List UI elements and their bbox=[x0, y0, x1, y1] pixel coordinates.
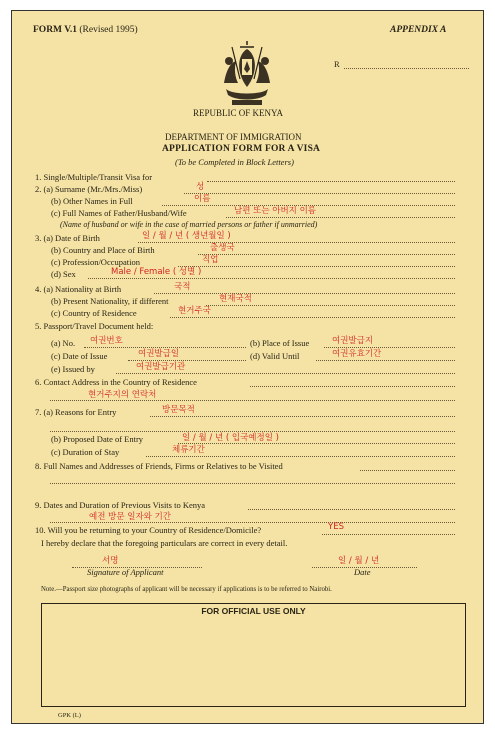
issued-by-annotation: 여권발급기관 bbox=[136, 362, 186, 372]
field-2c-label: (c) Full Names of Father/Husband/Wife bbox=[51, 208, 187, 218]
field-3a-line[interactable] bbox=[138, 242, 455, 243]
form-title: APPLICATION FORM FOR A VISA bbox=[162, 144, 321, 154]
field-3a-label: 3. (a) Date of Birth bbox=[35, 233, 100, 243]
field-4a-label: 4. (a) Nationality at Birth bbox=[35, 284, 122, 294]
entry-date-annotation: 일 / 월 / 년 ( 입국예정일 ) bbox=[182, 433, 279, 443]
declaration-text: I hereby declare that the foregoing particulars are correct in every detail. bbox=[41, 538, 288, 548]
field-3b-line[interactable] bbox=[198, 254, 455, 255]
field-3d-line[interactable] bbox=[88, 278, 455, 279]
field-5e-label: (e) Issued by bbox=[51, 364, 95, 374]
field-3d-label: (d) Sex bbox=[51, 269, 76, 279]
valid-until-annotation: 여권유효기간 bbox=[332, 349, 382, 359]
father-husband-annotation: 남편 또는 아버지 이름 bbox=[234, 206, 317, 216]
field-8-label: 8. Full Names and Addresses of Friends, Firms or Relatives to be Visited bbox=[35, 461, 283, 471]
field-3b-label: (b) Country and Place of Birth bbox=[51, 245, 155, 255]
previous-visits-annotation: 예전 방문 일자와 기간 bbox=[89, 512, 172, 522]
date-annotation: 일 / 월 / 년 bbox=[338, 556, 380, 566]
field-7a-line-1[interactable] bbox=[150, 416, 455, 417]
field-1-label: 1. Single/Multiple/Transit Visa for bbox=[35, 172, 153, 182]
field-5c-label: (c) Date of Issue bbox=[51, 351, 108, 361]
residence-annotation: 현거주국 bbox=[178, 306, 211, 316]
printer-code: GPK (L) bbox=[58, 712, 81, 719]
field-3c-line[interactable] bbox=[178, 266, 455, 267]
date-label: Date bbox=[354, 567, 371, 577]
nationality-birth-annotation: 국적 bbox=[174, 282, 191, 292]
photo-note: Note.—Passport size photographs of applicant will be necessary if applications is to be referred to Nairobi. bbox=[41, 586, 332, 593]
field-5a-label: (a) No. bbox=[51, 338, 76, 348]
department-title: DEPARTMENT OF IMMIGRATION bbox=[165, 132, 302, 142]
form-id: FORM V.1 (Revised 1995) bbox=[33, 25, 138, 35]
field-5-label: 5. Passport/Travel Document held: bbox=[35, 321, 154, 331]
field-8-line-1[interactable] bbox=[360, 470, 455, 471]
field-4b-line[interactable] bbox=[206, 305, 455, 306]
field-10-label: 10. Will you be returning to your Country of Residence/Domicile? bbox=[35, 525, 262, 535]
returning-annotation: YES bbox=[328, 522, 344, 532]
field-6-line-2[interactable] bbox=[50, 400, 455, 401]
field-9-label: 9. Dates and Duration of Previous Visits to Kenya bbox=[35, 500, 206, 510]
signature-annotation: 서명 bbox=[102, 556, 119, 566]
field-1-line[interactable] bbox=[207, 181, 455, 182]
field-5d-label: (d) Valid Until bbox=[250, 351, 300, 361]
contact-address-annotation: 현거주지의 연락처 bbox=[88, 390, 157, 400]
field-7c-line[interactable] bbox=[146, 456, 455, 457]
field-2c-note: (Name of husband or wife in the case of married persons or father if unmarried) bbox=[60, 220, 318, 229]
date-issue-annotation: 여권발급일 bbox=[138, 349, 180, 359]
field-7b-label: (b) Proposed Date of Entry bbox=[51, 434, 144, 444]
field-9-line-1[interactable] bbox=[248, 509, 455, 510]
passport-no-annotation: 여권번호 bbox=[90, 336, 123, 346]
appendix-label: APPENDIX A bbox=[390, 25, 447, 35]
field-3c-label: (c) Profession/Occupation bbox=[51, 257, 140, 267]
field-8-line-2[interactable] bbox=[50, 483, 455, 484]
field-5e-line[interactable] bbox=[116, 373, 455, 374]
field-5b-label: (b) Place of Issue bbox=[250, 338, 310, 348]
signature-label: Signature of Applicant bbox=[87, 567, 164, 577]
field-2b-label: (b) Other Names in Full bbox=[51, 196, 133, 206]
reference-line[interactable] bbox=[344, 68, 469, 69]
field-10-line[interactable] bbox=[322, 534, 455, 535]
visa-application-form bbox=[11, 10, 484, 724]
field-7c-label: (c) Duration of Stay bbox=[51, 447, 120, 457]
field-2a-label: 2. (a) Surname (Mr./Mrs./Miss) bbox=[35, 184, 143, 194]
occupation-annotation: 직업 bbox=[202, 255, 219, 265]
present-nationality-annotation: 현재국적 bbox=[219, 294, 252, 304]
field-4c-line[interactable] bbox=[170, 317, 455, 318]
kenya-coat-of-arms-icon bbox=[218, 39, 276, 109]
field-4a-line[interactable] bbox=[154, 293, 455, 294]
official-use-title: FOR OFFICIAL USE ONLY bbox=[201, 606, 306, 616]
other-names-annotation: 이름 bbox=[194, 194, 211, 204]
birthplace-annotation: 출생국 bbox=[210, 243, 235, 253]
field-4c-label: (c) Country of Residence bbox=[51, 308, 137, 318]
sex-annotation: Male / Female ( 성별 ) bbox=[111, 267, 202, 277]
field-2a-line[interactable] bbox=[184, 193, 455, 194]
official-use-box bbox=[41, 603, 466, 707]
republic-title: REPUBLIC OF KENYA bbox=[193, 108, 284, 118]
field-6-line-1[interactable] bbox=[250, 386, 455, 387]
field-5d-line[interactable] bbox=[316, 360, 455, 361]
form-subtitle: (To be Completed in Block Letters) bbox=[175, 157, 294, 167]
dob-annotation: 일 / 월 / 년 ( 생년월일 ) bbox=[142, 231, 231, 241]
field-2c-line[interactable] bbox=[226, 217, 455, 218]
duration-annotation: 체류기간 bbox=[172, 445, 205, 455]
field-7b-line[interactable] bbox=[178, 443, 455, 444]
field-9-line-2[interactable] bbox=[50, 522, 455, 523]
place-issue-annotation: 여권발급지 bbox=[332, 336, 374, 346]
field-4b-label: (b) Present Nationality, if different bbox=[51, 296, 169, 306]
reference-label: R bbox=[334, 59, 340, 69]
field-7a-label: 7. (a) Reasons for Entry bbox=[35, 407, 117, 417]
reason-annotation: 방문목적 bbox=[162, 405, 195, 415]
field-6-label: 6. Contact Address in the Country of Residence bbox=[35, 377, 197, 387]
surname-annotation: 성 bbox=[196, 182, 205, 192]
